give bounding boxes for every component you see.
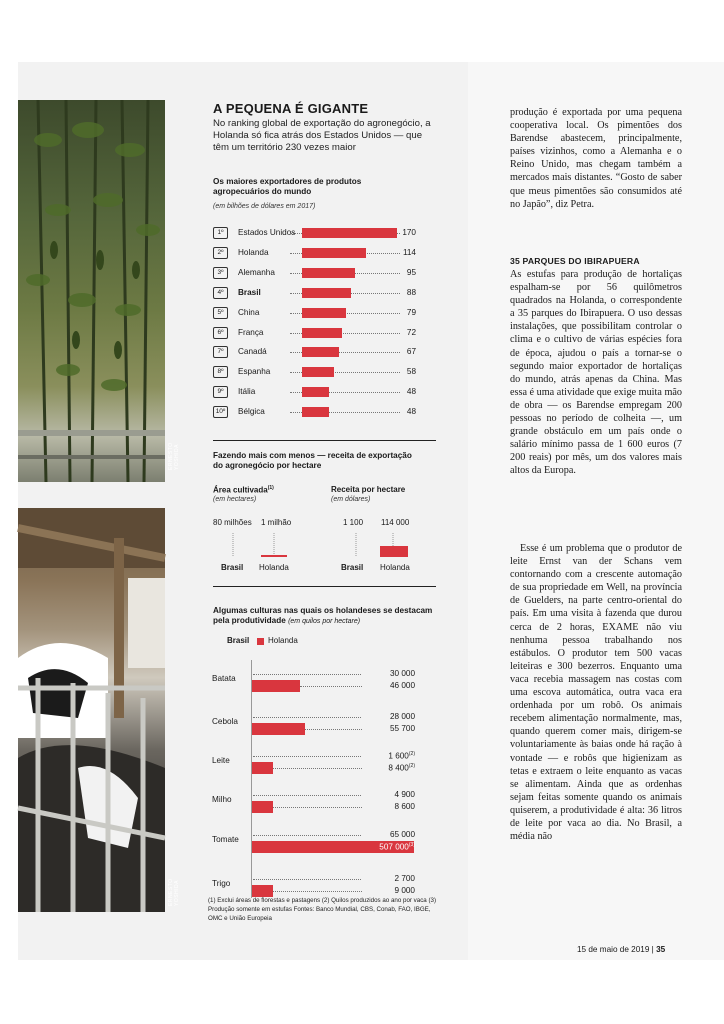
revenue-comparison-graphic xyxy=(213,530,413,560)
crop-label: Tomate xyxy=(212,835,239,844)
ranking-country: Canadá xyxy=(238,347,267,357)
article-para2-text: As estufas para produção de hortaliças espalham-se por 56 quilômetros quadrados na Holanda, o correspondente a 35 parques do Ibirapuera. O uso dessas instalações, que possibilitam controlar o clima e o cultivo de várias espécies fora de época, ajudou o país a tornar-se o segundo maior exportador de hortaliças do mundo, atrás apenas da China. Mas essa é uma atividade que exige muita mão de obra — os Barendse empregam 200 pessoas no período de colheita —, um grande obstáculo em um país onde o salário mínimo passa de 1 600 euros (7 200 reais) por mês, um dos valores mais altos da Europa. xyxy=(510,269,682,477)
page-folio xyxy=(577,945,665,954)
ranking-bar xyxy=(302,308,346,318)
crop-label: Leite xyxy=(212,756,230,765)
article-para3-text: Esse é um problema que o produtor de leite Ernst van der Schans vem contornando com a crescente automação de sua propriedade em Well, na província de Guelders, na parte centro-oriental do país. Em uma visita à fazenda que durou cerca de 2 horas, EXAME não viu nenhuma pessoa trabalhando nos estábulos. O produtor tem 500 vacas leiteiras e 300 bezerros. Enquanto uma vaca recebia massagem nas costas com uma escova automática, outra vaca era ordenhada por um robô. Os animais recebem alimentação normalmente, mas, quando querem comer mais, dirigem-se voluntariamente às baias onde há ração à vontade — e robôs que higienizam as tetas e extraem o leite enquanto as vacas se alimentam. Ainda que as ordenhas sejam feitas somente quando os animais quiserem, a produtividade é alta: 36 litros de leite por vaca ao dia. No Brasil, a média não xyxy=(510,543,682,843)
crop-holanda-bar xyxy=(252,801,273,813)
crop-footnote-ref: (2) xyxy=(408,751,415,757)
crop-label: Milho xyxy=(212,795,232,804)
folio-date: 15 de maio de 2019 | xyxy=(577,945,654,954)
crop-label: Batata xyxy=(212,674,236,683)
ranking-value: 48 xyxy=(406,407,416,417)
ranking-country: Itália xyxy=(238,387,256,397)
rank-badge: 5º xyxy=(213,307,228,319)
area-footnote-ref: (1) xyxy=(267,485,274,491)
crop-holanda-value xyxy=(375,763,415,773)
receita-brasil-label: Brasil xyxy=(341,563,364,572)
section-divider-2 xyxy=(213,586,436,587)
crops-title xyxy=(213,606,438,627)
crop-footnote-ref: (2) xyxy=(408,763,415,769)
crop-brasil-value xyxy=(375,830,415,839)
photo-credit-bottom: ERNESTO YOSHIDA xyxy=(168,878,180,906)
rank-badge: 7º xyxy=(213,346,228,358)
area-note: (em hectares) xyxy=(213,496,257,503)
area-label-text: Área cultivada xyxy=(213,485,268,495)
ranking-value: 58 xyxy=(406,367,416,377)
crop-brasil-value xyxy=(375,874,415,883)
crop-footnote-ref: (3) xyxy=(408,842,415,848)
legend-holanda: Holanda xyxy=(268,636,298,645)
cow-barn-photo xyxy=(18,508,180,912)
ranking-bar xyxy=(302,328,342,338)
crop-holanda-bar xyxy=(252,680,300,692)
crop-holanda-number: 8 600 xyxy=(394,802,415,811)
rank-badge: 4º xyxy=(213,287,228,299)
ranking-title: Os maiores exportadores de produtos agropecuários do mundo xyxy=(213,177,362,196)
crop-holanda-number: 55 700 xyxy=(389,724,415,733)
ranking-bar xyxy=(302,387,329,397)
receita-label: Receita por hectare xyxy=(331,485,406,494)
crop-holanda-value xyxy=(375,842,415,852)
rank-badge: 6º xyxy=(213,327,228,339)
ranking-bar xyxy=(302,268,355,278)
receita-holanda-value: 114 000 xyxy=(381,518,410,527)
ranking-value: 67 xyxy=(406,347,416,357)
ranking-country: Espanha xyxy=(238,367,271,377)
crop-brasil-leader xyxy=(253,674,361,675)
crop-brasil-number: 2 700 xyxy=(394,874,415,883)
crop-brasil-leader xyxy=(253,835,361,836)
folio-page-number: 35 xyxy=(656,945,666,954)
crops-note: (em quilos por hectare) xyxy=(288,618,361,625)
rank-badge: 10º xyxy=(213,406,228,418)
crop-brasil-number: 28 000 xyxy=(389,712,415,721)
ranking-value: 95 xyxy=(406,267,416,277)
rank-badge: 3º xyxy=(213,267,228,279)
crop-label: Trigo xyxy=(212,879,231,888)
area-brasil-value: 80 milhões xyxy=(213,518,252,527)
ranking-value: 79 xyxy=(406,307,416,317)
crop-label: Cebola xyxy=(212,717,238,726)
ranking-country: Bélgica xyxy=(238,407,265,417)
ranking-bar xyxy=(302,367,334,377)
legend-holanda-swatch xyxy=(257,638,264,645)
crop-holanda-value xyxy=(375,886,415,895)
crop-brasil-value xyxy=(375,790,415,799)
revenue-title: Fazendo mais com menos — receita de exportação do agronegócio por hectare xyxy=(213,451,412,470)
receita-brasil-value: 1 100 xyxy=(343,518,364,527)
crops-axis xyxy=(251,660,252,898)
article-paragraph-3 xyxy=(510,542,682,843)
area-holanda-bar xyxy=(261,555,287,557)
article-para1-text: produção é exportada por uma pequena cooperativa local. Os pimentões dos Barendse abastecem, principalmente, países vizinhos, como a Alemanha e o Reino Unido, mas chegam também a mercados mais distantes. “Gosto de saber que meus pimentões são consumidos até no Japão”, diz Petra. xyxy=(510,107,682,210)
crop-holanda-value xyxy=(375,681,415,690)
crop-holanda-value xyxy=(375,802,415,811)
crop-brasil-leader xyxy=(253,879,361,880)
crop-brasil-value xyxy=(375,669,415,678)
crops-title-text: Algumas culturas nas quais os holandeses se destacam pela produtividade xyxy=(213,606,433,625)
area-brasil-label: Brasil xyxy=(221,563,244,572)
receita-holanda-label: Holanda xyxy=(380,563,410,572)
article-paragraph-2 xyxy=(510,268,682,478)
greenhouse-photo xyxy=(18,100,180,482)
ranking-bar xyxy=(302,288,351,298)
infographic-deck: No ranking global de exportação do agronegócio, a Holanda só fica atrás dos Estados Unidos — que têm um território 230 vezes maior xyxy=(213,118,431,153)
ranking-value: 170 xyxy=(402,228,416,237)
ranking-bar xyxy=(302,248,366,258)
crop-brasil-number: 4 900 xyxy=(394,790,415,799)
rank-badge: 2º xyxy=(213,247,228,259)
ranking-value: 114 xyxy=(402,247,416,257)
crop-holanda-leader xyxy=(305,729,362,730)
receita-note: (em dólares) xyxy=(331,496,371,503)
crop-holanda-leader xyxy=(273,891,362,892)
ranking-value: 88 xyxy=(406,287,416,297)
crop-holanda-leader xyxy=(273,768,362,769)
crop-brasil-value xyxy=(375,712,415,721)
rank-badge: 9º xyxy=(213,386,228,398)
crop-holanda-number: 9 000 xyxy=(394,886,415,895)
crop-holanda-number: 507 000 xyxy=(379,842,409,852)
ranking-country: Holanda xyxy=(238,247,269,257)
crop-holanda-number: 8 400 xyxy=(388,763,409,773)
crop-holanda-value xyxy=(375,724,415,733)
ranking-bar xyxy=(302,228,397,238)
rank-badge: 1º xyxy=(213,227,228,239)
crop-holanda-leader xyxy=(273,807,362,808)
area-holanda-value: 1 milhão xyxy=(261,518,292,527)
area-label xyxy=(213,485,274,495)
photo-credit-top: ERNESTO YOSHIDA xyxy=(168,442,180,470)
ranking-note: (em bilhões de dólares em 2017) xyxy=(213,203,316,210)
article-paragraph-1 xyxy=(510,106,682,211)
ranking-country: China xyxy=(238,307,260,317)
ranking-country: França xyxy=(238,327,264,337)
crop-holanda-bar xyxy=(252,762,273,774)
section-divider xyxy=(213,440,436,441)
article-subhead: 35 PARQUES DO IBIRAPUERA xyxy=(510,256,640,266)
ranking-value: 72 xyxy=(406,327,416,337)
crop-brasil-number: 65 000 xyxy=(389,830,415,839)
crop-brasil-leader xyxy=(253,717,361,718)
receita-holanda-bar xyxy=(380,546,408,557)
ranking-bar xyxy=(302,407,329,417)
ranking-country: Brasil xyxy=(238,287,261,297)
crop-brasil-value xyxy=(375,751,415,761)
legend-brasil: Brasil xyxy=(227,636,250,645)
footnotes: (1) Exclui áreas de florestas e pastagens (2) Quilos produzidos ao ano por vaca (3) Produção somente em estufas Fontes: Banco Mundial, CBS, Conab, FAO, IBGE, OMC e União Europeia xyxy=(208,897,437,922)
crop-holanda-bar xyxy=(252,723,305,735)
crop-brasil-leader xyxy=(253,756,361,757)
crop-brasil-number: 30 000 xyxy=(389,669,415,678)
ranking-country: Estados Unidos xyxy=(238,228,296,237)
ranking-value: 48 xyxy=(406,387,416,397)
crop-brasil-leader xyxy=(253,795,361,796)
crop-holanda-leader xyxy=(300,686,362,687)
ranking-country: Alemanha xyxy=(238,267,275,277)
crop-holanda-number: 46 000 xyxy=(389,681,415,690)
infographic-headline: A PEQUENA É GIGANTE xyxy=(213,101,369,116)
crop-brasil-number: 1 600 xyxy=(388,751,409,761)
ranking-bar xyxy=(302,347,339,357)
area-holanda-label: Holanda xyxy=(259,563,289,572)
rank-badge: 8º xyxy=(213,366,228,378)
